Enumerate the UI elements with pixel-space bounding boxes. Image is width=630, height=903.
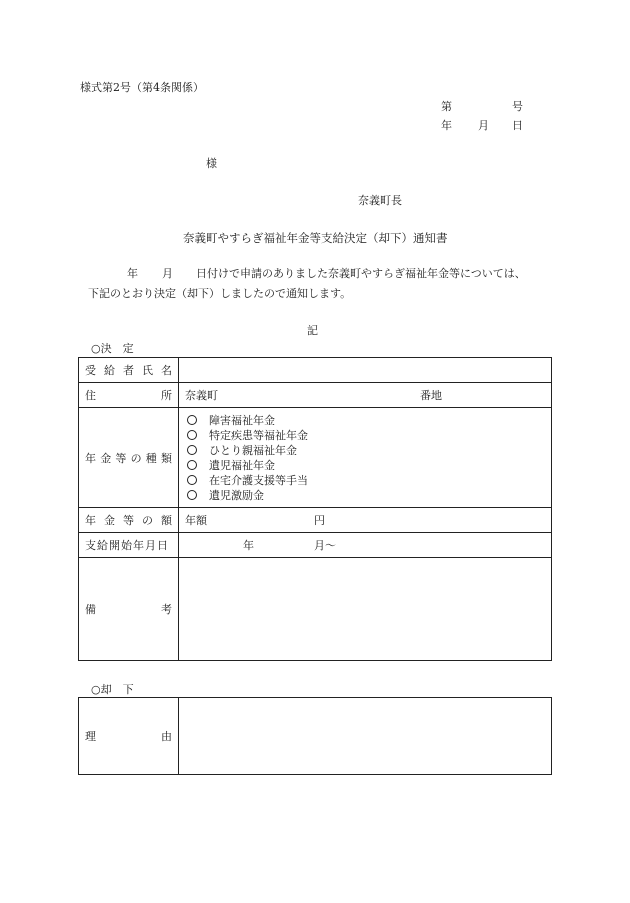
decision-section-label: ○決 定 xyxy=(91,342,134,355)
amount-label: 年 金 等 の 額 xyxy=(79,508,179,533)
address-field[interactable] xyxy=(179,383,552,408)
address-town: 奈義町 xyxy=(185,389,218,402)
pension-type-options xyxy=(179,408,552,508)
row-remarks xyxy=(79,558,552,661)
issuer-name: 奈義町長 xyxy=(358,194,402,207)
start-year: 年 xyxy=(243,539,254,552)
amount-unit: 円 xyxy=(314,514,325,527)
decision-table xyxy=(78,357,552,661)
date-month: 月 xyxy=(478,119,489,132)
option-orphan-welfare[interactable]: 遺児福祉年金 xyxy=(185,458,551,473)
recipient-name-label: 受 給 者 氏 名 xyxy=(79,358,179,383)
reason-field[interactable] xyxy=(179,698,552,775)
ki-heading: 記 xyxy=(307,324,318,337)
row-address xyxy=(79,383,552,408)
row-recipient-name xyxy=(79,358,552,383)
rejection-section-label: ○却 下 xyxy=(91,683,134,696)
date-day: 日 xyxy=(512,119,523,132)
row-amount xyxy=(79,508,552,533)
radio-circle-icon xyxy=(187,415,197,425)
body-year: 年 xyxy=(127,267,138,280)
radio-circle-icon xyxy=(187,460,197,470)
option-orphan-encouragement[interactable]: 遺児激励金 xyxy=(185,488,551,503)
amount-field[interactable] xyxy=(179,508,552,533)
option-home-care-allowance[interactable]: 在宅介護支援等手当 xyxy=(185,473,551,488)
option-disability-welfare[interactable]: 障害福祉年金 xyxy=(185,413,551,428)
amount-prefix: 年額 xyxy=(185,514,207,527)
option-single-parent-welfare[interactable]: ひとり親福祉年金 xyxy=(185,443,551,458)
radio-circle-icon xyxy=(187,475,197,485)
row-pension-type xyxy=(79,408,552,508)
document-title: 奈義町やすらぎ福祉年金等支給決定（却下）通知書 xyxy=(183,231,448,245)
rejection-table xyxy=(78,697,552,775)
remarks-field[interactable] xyxy=(179,558,552,661)
radio-circle-icon xyxy=(187,490,197,500)
remarks-label: 備 考 xyxy=(79,558,179,661)
row-start-date xyxy=(79,533,552,558)
radio-circle-icon xyxy=(187,430,197,440)
body-month: 月 xyxy=(162,267,173,280)
addressee-honorific: 様 xyxy=(206,157,217,170)
start-date-label: 支給開始年月日 xyxy=(79,533,179,558)
row-reason xyxy=(79,698,552,775)
reason-label: 理 由 xyxy=(79,698,179,775)
form-number: 様式第2号（第4条関係） xyxy=(80,81,204,94)
option-specific-disease-welfare[interactable]: 特定疾患等福祉年金 xyxy=(185,428,551,443)
body-line1: 日付けで申請のありました奈義町やすらぎ福祉年金等については、 xyxy=(196,267,526,280)
start-date-field[interactable] xyxy=(179,533,552,558)
recipient-name-field[interactable] xyxy=(179,358,552,383)
pension-type-label: 年 金 等 の 種 類 xyxy=(79,408,179,508)
address-suffix: 番地 xyxy=(420,389,442,402)
date-year: 年 xyxy=(441,119,452,132)
radio-circle-icon xyxy=(187,445,197,455)
doc-number-prefix: 第 xyxy=(441,100,452,113)
doc-number-suffix: 号 xyxy=(512,100,523,113)
address-label: 住 所 xyxy=(79,383,179,408)
start-month: 月～ xyxy=(314,539,336,552)
body-line2: 下記のとおり決定（却下）しましたので通知します。 xyxy=(88,287,352,300)
